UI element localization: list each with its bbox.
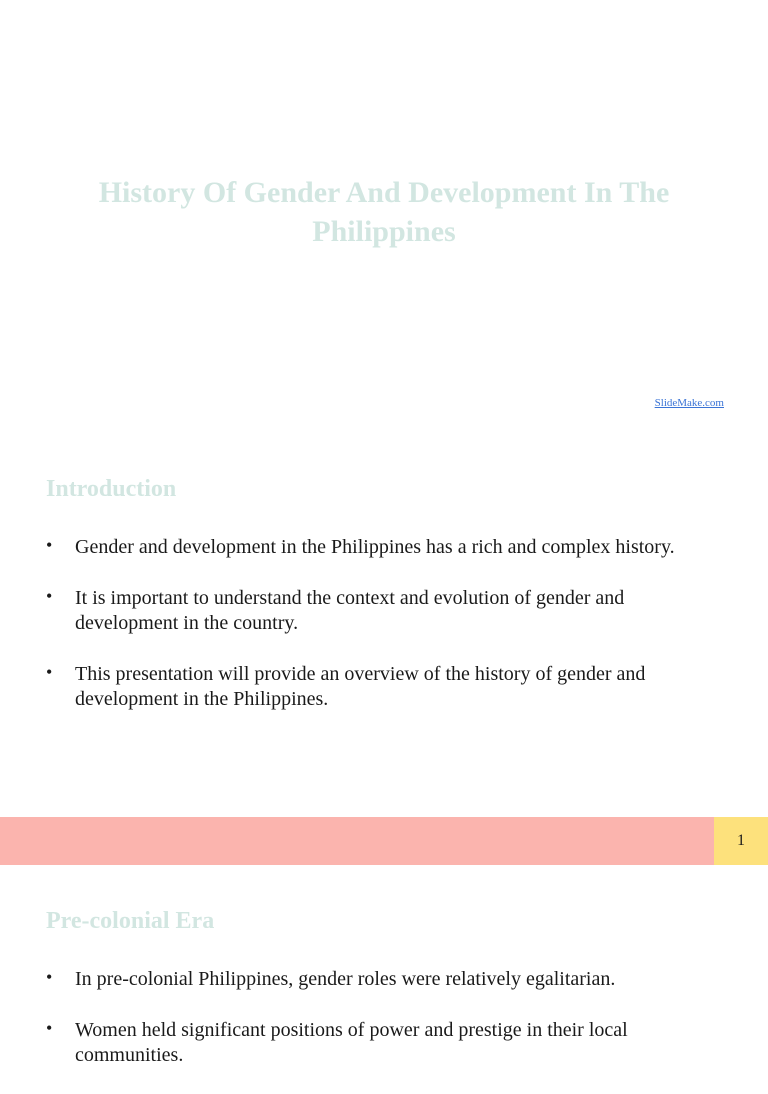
bullet-icon: • [46,586,53,606]
list-item [46,967,726,992]
bullet-text: Women held significant positions of power and prestige in their local communities. [75,1019,628,1066]
bullet-icon: • [46,662,53,682]
introduction-bullet-list [46,535,726,738]
bullet-text: This presentation will provide an overview of the history of gender and development in the Philippines. [75,663,646,710]
list-item [46,1018,726,1068]
slide-title: History Of Gender And Development In The Philippines [98,176,670,248]
footer-bar [0,817,714,865]
bullet-text: It is important to understand the context and evolution of gender and development in the country. [75,587,625,634]
list-item [46,662,726,712]
bullet-icon: • [46,1018,53,1038]
bullet-icon: • [46,967,53,987]
list-item [46,586,726,636]
section-heading-introduction: Introduction [46,476,177,502]
page-number: 1 [714,817,768,865]
bullet-text: Gender and development in the Philippines has a rich and complex history. [75,536,675,558]
section-heading-pre-colonial-era: Pre-colonial Era [46,908,215,934]
bullet-text: In pre-colonial Philippines, gender roles were relatively egalitarian. [75,968,616,990]
pre-colonial-bullet-list [46,967,726,1094]
list-item [46,535,726,560]
bullet-icon: • [46,535,53,555]
source-link[interactable]: SlideMake.com [654,397,724,409]
